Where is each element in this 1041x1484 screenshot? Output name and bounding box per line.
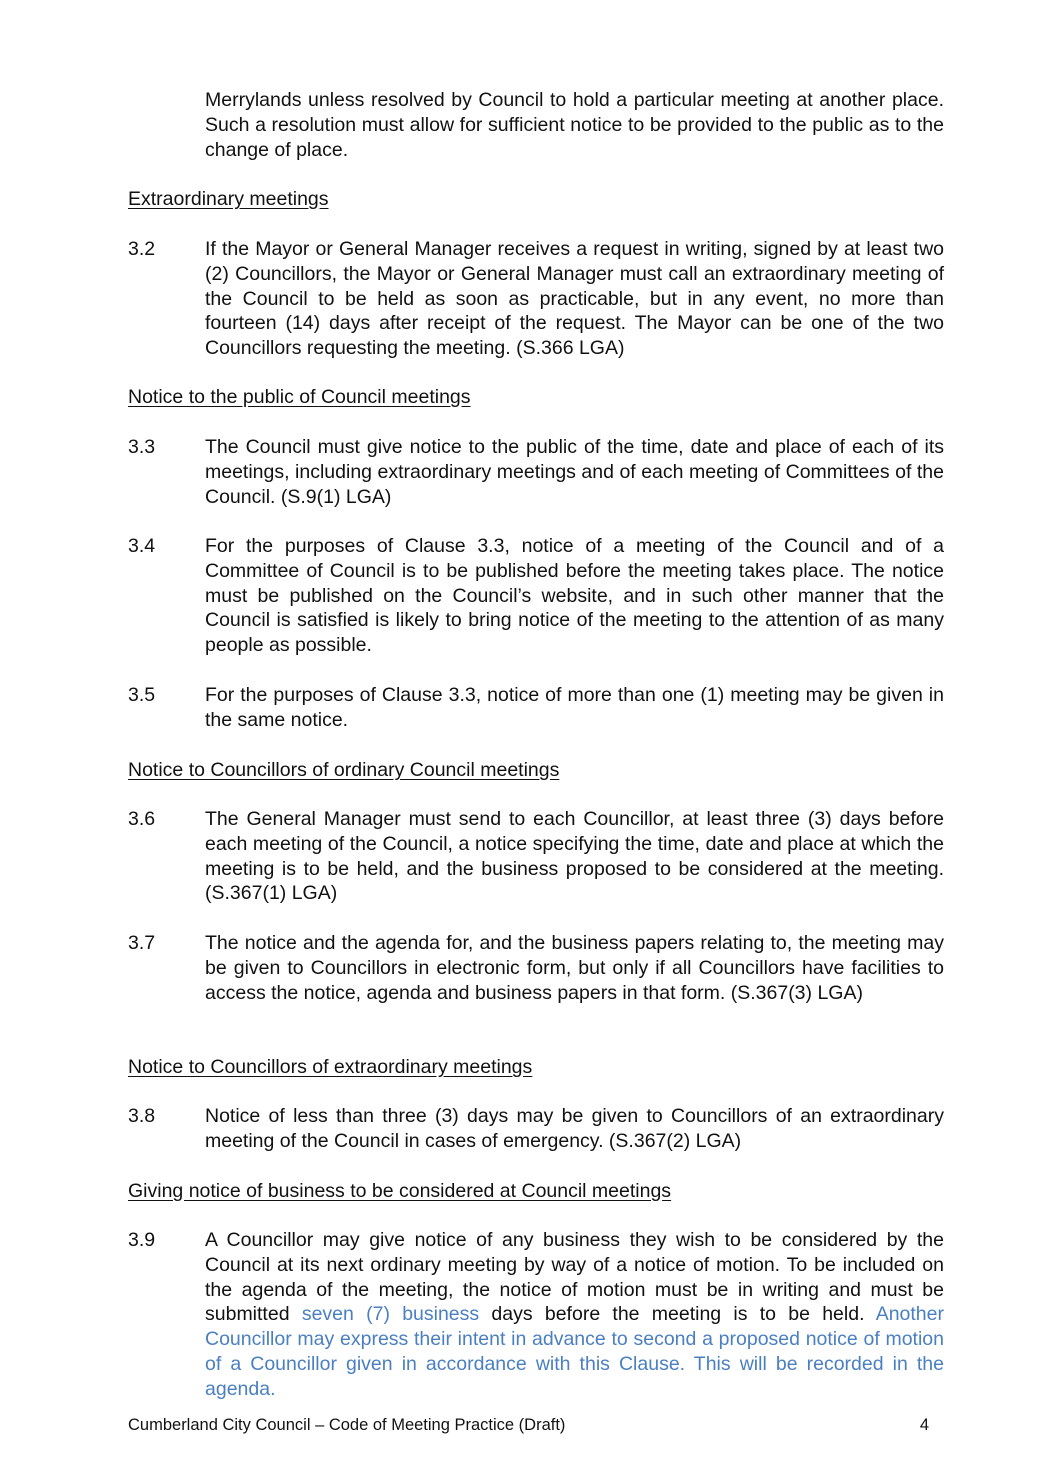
heading-notice-ordinary: Notice to Councillors of ordinary Council meetings <box>128 759 560 781</box>
tracked-change-text: seven (7) business <box>301 1303 480 1326</box>
clause-text: Notice of less than three (3) days may be given to Councillors of an extraordinary meeting of the Council in cases of emergency. (S.367(2) LGA) <box>205 1105 944 1152</box>
clause-number: 3.4 <box>128 535 156 557</box>
clause-number: 3.3 <box>128 436 156 458</box>
clause-text: For the purposes of Clause 3.3, notice of more than one (1) meeting may be given in the same notice. <box>205 684 944 731</box>
heading-giving-notice: Giving notice of business to be considered at Council meetings <box>128 1180 672 1202</box>
heading-notice-extraordinary: Notice to Councillors of extraordinary meetings <box>128 1056 533 1078</box>
heading-extraordinary-meetings: Extraordinary meetings <box>128 188 329 210</box>
tracked-change-text: Another Councillor may express their intent in advance to second a proposed notice of motion of a Councillor given in accordance with this Clause. This will be recorded in the agenda. <box>205 1303 944 1400</box>
clause-text: The General Manager must send to each Councillor, at least three (3) days before each meeting of the Council, a notice specifying the time, date and place at which the meeting is to be held, and the business proposed to be considered at the meeting. (S.367(1) LGA) <box>205 808 944 905</box>
clause-text-segment: A Councillor may give notice of any business they wish to be considered by the Council at its next ordinary meeting by way of a notice of motion. To be included on the agenda of the meeting, the notice of motion must be in writing and must be submitted <box>205 1229 944 1326</box>
page-number: 4 <box>919 1416 929 1434</box>
clause-number: 3.9 <box>128 1229 156 1251</box>
clause-text: The notice and the agenda for, and the business papers relating to, the meeting may be given to Councillors in electronic form, but only if all Councillors have facilities to access the notice, agenda and business papers in that form. (S.367(3) LGA) <box>205 932 944 1004</box>
clause-number: 3.8 <box>128 1105 156 1127</box>
clause-text: If the Mayor or General Manager receives a request in writing, signed by at least two (2) Councillors, the Mayor or General Manager must call an extraordinary meeting of the Council to be held as soon as practicable, but in any event, no more than fourteen (14) days after receipt of the request. The Mayor can be one of the two Councillors requesting the meeting. (S.366 LGA) <box>205 238 944 360</box>
intro-paragraph: Merrylands unless resolved by Council to hold a particular meeting at another place. Such a resolution must allow for sufficient notice to be provided to the public as to the change of place. <box>205 89 944 161</box>
heading-notice-public: Notice to the public of Council meetings <box>128 386 471 408</box>
clause-number: 3.6 <box>128 808 156 830</box>
footer-title: Cumberland City Council – Code of Meeting Practice (Draft) <box>128 1416 566 1434</box>
page-footer <box>128 1413 929 1438</box>
clause-text <box>205 1228 944 1402</box>
clause-number: 3.5 <box>128 684 156 706</box>
clause-number: 3.7 <box>128 932 156 954</box>
clause-text: For the purposes of Clause 3.3, notice of a meeting of the Council and of a Committee of Council is to be published before the meeting takes place. The notice must be published on the Council’s website, and in such other manner that the Council is satisfied is likely to bring notice of the meeting to the attention of as many people as possible. <box>205 535 944 657</box>
clause-number: 3.2 <box>128 238 156 260</box>
clause-text-segment: days before the meeting is to be held. <box>491 1303 865 1326</box>
clause-text: The Council must give notice to the public of the time, date and place of each of its meetings, including extraordinary meetings and of each meeting of Committees of the Council. (S.9(1) LGA) <box>205 436 944 508</box>
